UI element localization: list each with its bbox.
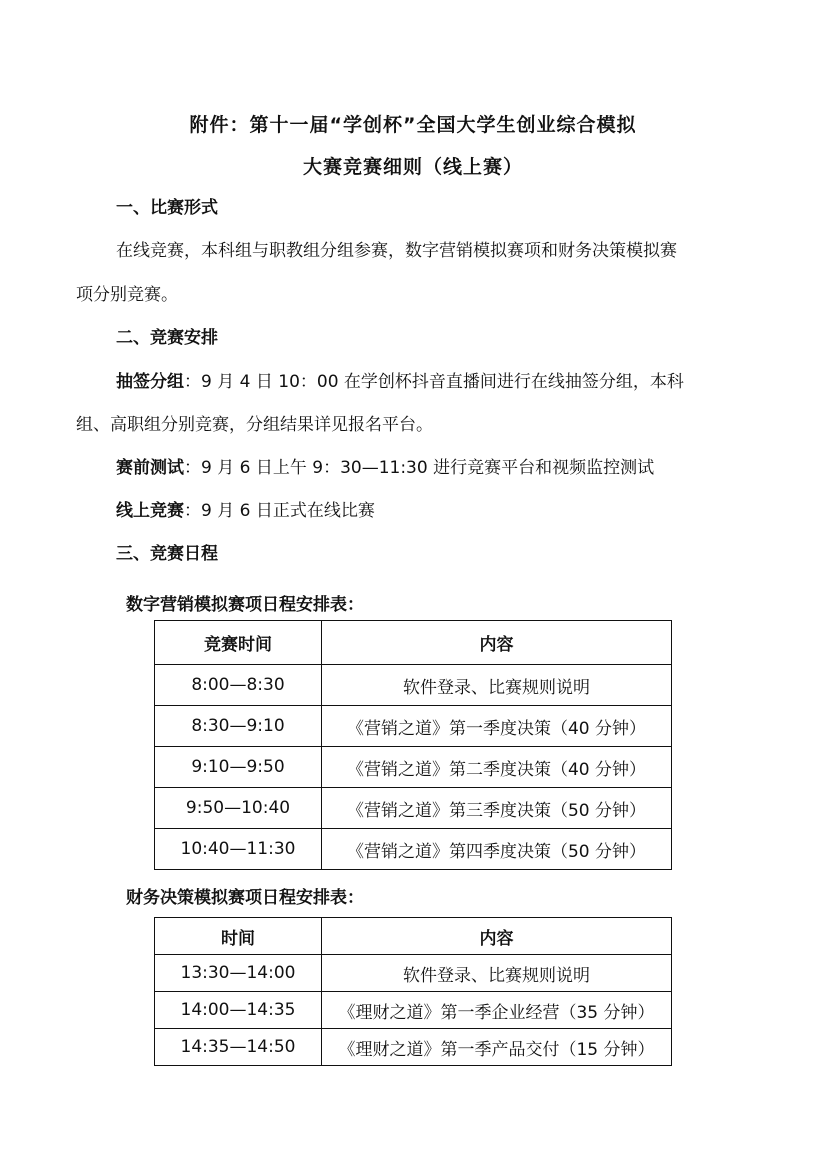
content-cell: 《营销之道》第三季度决策（50 分钟） bbox=[322, 788, 672, 829]
draw-text: ：9 月 4 日 10：00 在学创杯抖音直播间进行在线抽签分组，本科 bbox=[184, 372, 684, 392]
time-cell: 13:30—14:00 bbox=[155, 955, 322, 992]
table-1-caption: 数字营销模拟赛项日程安排表： bbox=[126, 595, 364, 615]
table-row bbox=[155, 706, 672, 747]
content-cell: 软件登录、比赛规则说明 bbox=[322, 955, 672, 992]
time-cell: 8:00—8:30 bbox=[155, 665, 322, 706]
time-cell: 14:00—14:35 bbox=[155, 992, 322, 1029]
online-paragraph bbox=[116, 503, 375, 520]
time-cell: 9:50—10:40 bbox=[155, 788, 322, 829]
schedule-table-marketing bbox=[154, 620, 672, 870]
doc-title-line-2: 大赛竞赛细则（线上赛） bbox=[302, 156, 523, 178]
section-1-text-line-1: 在线竞赛，本科组与职教组分组参赛，数字营销模拟赛项和财务决策模拟赛 bbox=[116, 241, 677, 261]
time-cell: 14:35—14:50 bbox=[155, 1029, 322, 1066]
online-label: 线上竞赛 bbox=[116, 501, 184, 521]
content-cell: 《理财之道》第一季产品交付（15 分钟） bbox=[322, 1029, 672, 1066]
table-row bbox=[155, 955, 672, 992]
content-cell: 《营销之道》第二季度决策（40 分钟） bbox=[322, 747, 672, 788]
time-cell: 8:30—9:10 bbox=[155, 706, 322, 747]
table-row bbox=[155, 747, 672, 788]
table-row bbox=[155, 665, 672, 706]
online-text: ：9 月 6 日正式在线比赛 bbox=[184, 501, 375, 521]
table-header-row bbox=[155, 918, 672, 955]
section-2-heading: 二、竞赛安排 bbox=[116, 328, 218, 348]
section-1-heading: 一、比赛形式 bbox=[116, 198, 218, 218]
table-header-row bbox=[155, 621, 672, 665]
content-cell: 软件登录、比赛规则说明 bbox=[322, 665, 672, 706]
test-paragraph bbox=[116, 460, 654, 477]
table-row bbox=[155, 1029, 672, 1066]
table-row bbox=[155, 992, 672, 1029]
table-row bbox=[155, 788, 672, 829]
table-2-caption: 财务决策模拟赛项日程安排表： bbox=[126, 888, 364, 908]
schedule-table-finance bbox=[154, 917, 672, 1066]
draw-paragraph-line-1 bbox=[116, 374, 684, 391]
test-label: 赛前测试 bbox=[116, 458, 184, 478]
section-1-text-line-2: 项分别竞赛。 bbox=[76, 285, 178, 305]
content-cell: 《理财之道》第一季企业经营（35 分钟） bbox=[322, 992, 672, 1029]
time-cell: 10:40—11:30 bbox=[155, 829, 322, 870]
table-header-cell: 内容 bbox=[322, 918, 672, 955]
section-3-heading: 三、竞赛日程 bbox=[116, 544, 218, 564]
table-header-cell: 竞赛时间 bbox=[155, 621, 322, 665]
content-cell: 《营销之道》第四季度决策（50 分钟） bbox=[322, 829, 672, 870]
table-header-cell: 内容 bbox=[322, 621, 672, 665]
draw-label: 抽签分组 bbox=[116, 372, 184, 392]
table-header-cell: 时间 bbox=[155, 918, 322, 955]
draw-paragraph-line-2: 组、高职组分别竞赛，分组结果详见报名平台。 bbox=[76, 415, 433, 435]
time-cell: 9:10—9:50 bbox=[155, 747, 322, 788]
table-row bbox=[155, 829, 672, 870]
doc-title-line-1: 附件：第十一届“学创杯”全国大学生创业综合模拟 bbox=[189, 114, 637, 136]
test-text: ：9 月 6 日上午 9：30—11:30 进行竞赛平台和视频监控测试 bbox=[184, 458, 655, 478]
content-cell: 《营销之道》第一季度决策（40 分钟） bbox=[322, 706, 672, 747]
